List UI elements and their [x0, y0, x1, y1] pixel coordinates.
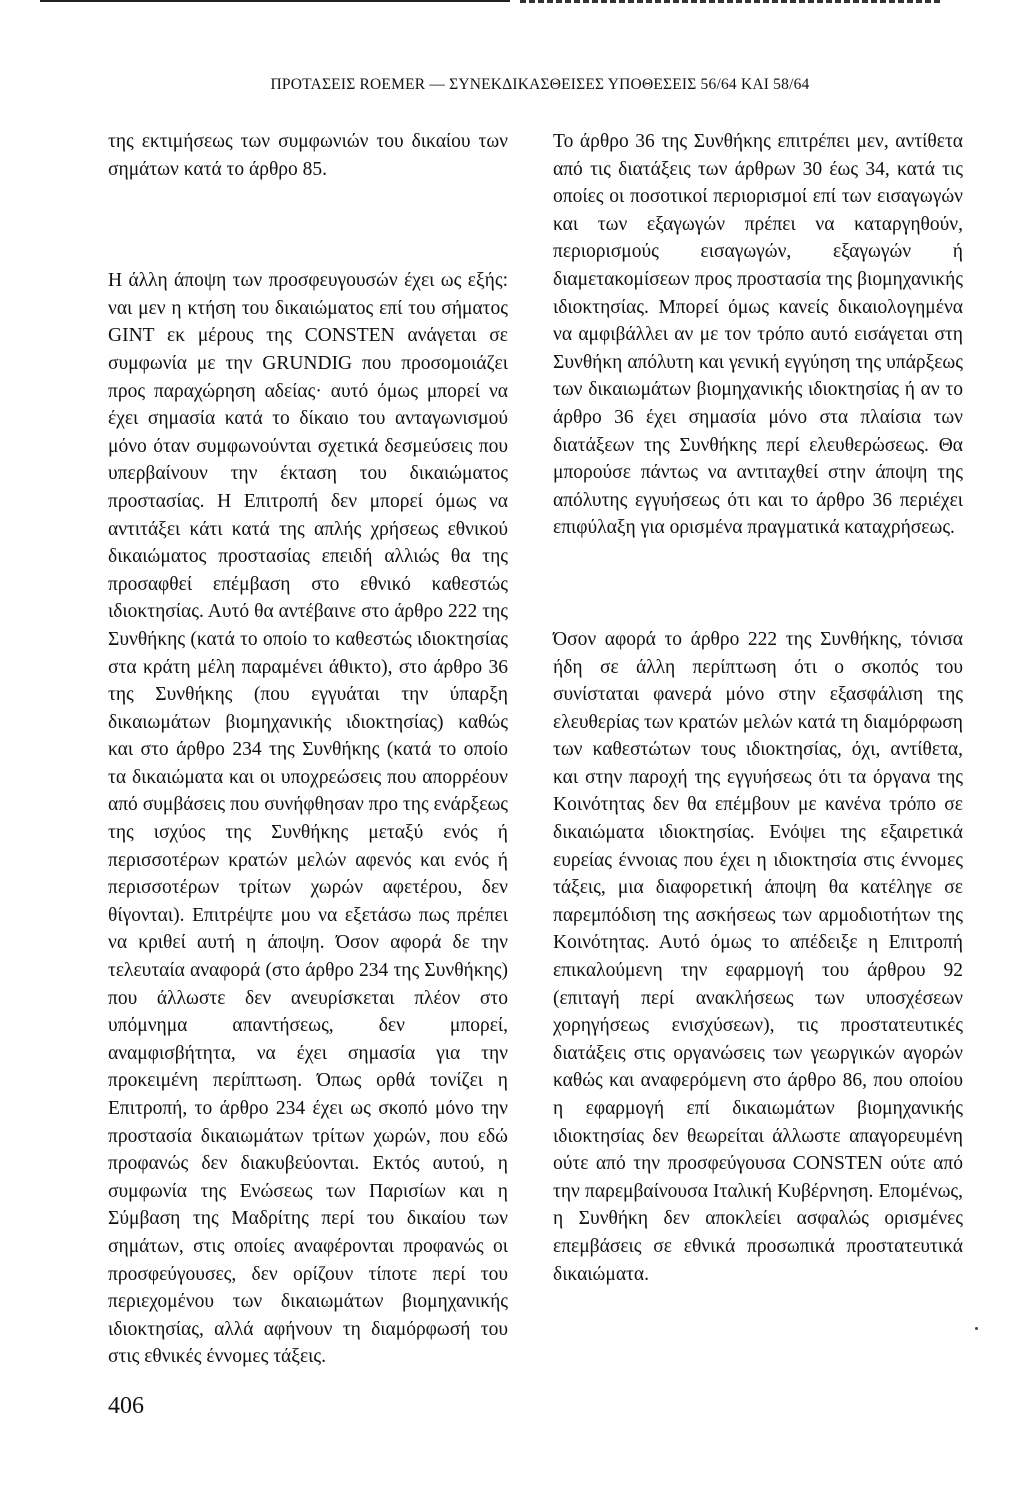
left-paragraph-2: Η άλλη άποψη των προσφευγουσών έχει ως εξής: ναι μεν η κτήση του δικαιώματος επί του σήματος GINT εκ μέρους της CONSTEN ανάγεται σε συμφωνία με την GRUNDIG που προσομοιάζει προς παραχώρηση αδείας· αυτό όμως μπορεί να έχει σημασία κατά το δίκαιο του ανταγωνισμού μόνο όταν συμφωνούνται σχετικά δεσμεύσεις που υπερβαίνουν την έκταση του δικαιώματος προστασίας. Η Επιτροπή δεν μπορεί όμως να αντιτάξει κάτι κατά της απλής χρήσεως εθνικού δικαιώματος προστασίας επειδή αλλιώς θα της προσαφθεί επέμβαση στο εθνικό καθεστώς ιδιοκτησίας. Αυτό θα αντέβαινε στο άρθρο 222 της Συνθήκης (κατά το οποίο το καθεστώς ιδιοκτησίας στα κράτη μέλη παραμένει άθικτο), στο άρθρο 36 της Συνθήκης (που εγγυάται την ύπαρξη δικαιωμάτων βιομηχανικής ιδιοκτησίας) καθώς και στο άρθρο 234 της Συνθήκης (κατά το οποίο τα δικαιώματα και οι υποχρεώσεις που απορρέουν από συμβάσεις που συνήφθησαν προ της ενάρξεως της ισχύος της Συνθήκης μεταξύ ενός ή περισσοτέρων κρατών μελών αφενός και ενός ή περισσοτέρων τρίτων χωρών αφετέρου, δεν θίγονται). Επιτρέψτε μου να εξετάσω πως πρέπει να κριθεί αυτή η άποψη. Όσον αφορά δε την τελευταία αναφορά (στο άρθρο 234 της Συνθήκης) που άλλωστε δεν ανευρίσκεται πλέον στο υπόμνημα απαντήσεως, δεν μπορεί, αναμφισβήτητα, να έχει σημασία για την προκειμένη περίπτωση. Όπως ορθά τονίζει η Επιτροπή, το άρθρο 234 έχει ως σκοπό μόνο την προστασία δικαιωμάτων τρίτων χωρών, που εδώ προφανώς δεν διακυβεύονται. Εκτός αυτού, η συμφωνία της Ενώσεως των Παρισίων και η Σύμβαση της Μαδρίτης περί του δικαίου των σημάτων, στις οποίες αναφέρονται προφανώς οι προσφεύγουσες, δεν ορίζουν τίποτε περί του περιεχομένου των δικαιωμάτων βιομηχανικής ιδιοκτησίας, αλλά αφήνουν τη διαμόρφωσή του στις εθνικές έννομες τάξεις. — [108, 270, 508, 1368]
right-column — [553, 128, 963, 1288]
scan-top-rule — [40, 0, 510, 6]
left-paragraph-1: της εκτιμήσεως των συμφωνιών του δικαίου των σημάτων κατά το άρθρο 85. — [108, 131, 508, 180]
paragraph-gap — [108, 183, 508, 267]
paragraph-gap — [553, 542, 963, 626]
right-paragraph-2: Όσον αφορά το άρθρο 222 της Συνθήκης, τόνισα ήδη σε άλλη περίπτωση ότι ο σκοπός του συνίσταται φανερά μόνο στην εξασφάλιση της ελευθερίας των κρατών μελών κατά τη διαμόρφωση των καθεστώτων τους ιδιοκτησίας, όχι, αντίθετα, και στην παροχή της εγγυήσεως ότι τα όργανα της Κοινότητας δεν θα επέμβουν με κανένα τρόπο σε δικαιώματα ιδιοκτησίας. Ενόψει της εξαιρετικά ευρείας έννοιας που έχει η ιδιοκτησία στις έννομες τάξεις, μια διαφορετική άποψη θα κατέληγε σε παρεμπόδιση της ασκήσεως των αρμοδιοτήτων της Κοινότητας. Αυτό όμως το απέδειξε η Επιτροπή επικαλούμενη την εφαρμογή του άρθρου 92 (επιταγή περί ανακλήσεως των υποσχέσεων χορηγήσεως ενισχύσεων), τις προστατευτικές διατάξεις στις οργανώσεις των γεωργικών αγορών καθώς και αναφερόμενη στο άρθρο 86, που οποίου η εφαρμογή επί δικαιωμάτων βιομηχανικής ιδιοκτησίας δεν θεωρείται άλλωστε απαγορευμένη ούτε από την προσφεύγουσα CONSTEN ούτε από την παρεμβαίνουσα Ιταλική Κυβέρνηση. Επομένως, η Συνθήκη δεν αποκλείει ασφαλώς ορισμένες επεμβάσεις σε εθνικά προσωπικά προστατευτικά δικαιώματα. — [553, 628, 963, 1285]
scan-speck — [975, 1327, 978, 1330]
left-column — [108, 128, 508, 1371]
scan-top-rule-dashed — [520, 0, 940, 7]
right-paragraph-1: Το άρθρο 36 της Συνθήκης επιτρέπει μεν, αντίθετα από τις διατάξεις των άρθρων 30 έως 34, κατά τις οποίες οι ποσοτικοί περιορισμοί επί των εισαγωγών και των εξαγωγών πρέπει να καταργηθούν, περιορισμούς εισαγωγών, εξαγωγών ή διαμετακομίσεων προς προστασία της βιομηχανικής ιδιοκτησίας. Μπορεί όμως κανείς δικαιολογημένα να αμφιβάλλει αν με τον τρόπο αυτό εισάγεται στη Συνθήκη απόλυτη και γενική εγγύηση της υπάρξεως των δικαιωμάτων βιομηχανικής ιδιοκτησίας ή αν το άρθρο 36 έχει σημασία μόνο στα πλαίσια των διατάξεων της Συνθήκης περί ελευθερώσεως. Θα μπορούσε πάντως να αντιταχθεί στην άποψη της απόλυτης εγγυήσεως ότι και το άρθρο 36 περιέχει επιφύλαξη για ορισμένα πραγματικά καταχρήσεως. — [553, 131, 963, 539]
page-number: 406 — [108, 1393, 144, 1419]
running-head: ΠΡΟΤΑΣΕΙΣ ROEMER — ΣΥΝΕΚΔΙΚΑΣΘΕΙΣΕΣ ΥΠΟΘΕΣΕΙΣ 56/64 ΚΑΙ 58/64 — [270, 76, 810, 93]
